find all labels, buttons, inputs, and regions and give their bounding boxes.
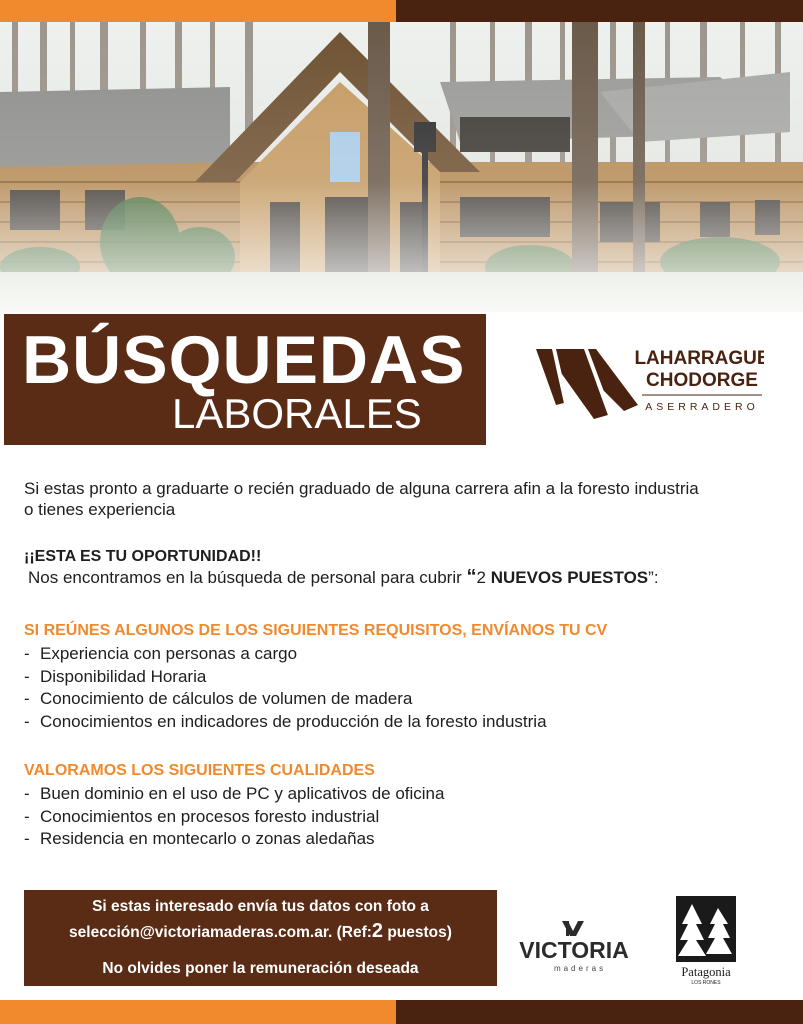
intro-text xyxy=(24,478,699,520)
victoria-sub: maderas xyxy=(553,964,607,973)
quality-text: Buen dominio en el uso de PC y aplicativos de oficina xyxy=(40,784,445,803)
list-item: - Conocimiento de cálculos de volumen de madera xyxy=(24,689,413,708)
intro-line2: o tienes experiencia xyxy=(24,500,176,519)
page-subtitle: LABORALES xyxy=(172,390,422,437)
list-item: - Disponibilidad Horaria xyxy=(24,666,207,686)
patagonia-logo xyxy=(674,894,738,986)
top-bar-brown xyxy=(396,0,803,22)
page-title: BÚSQUEDAS xyxy=(22,322,466,398)
quality-text: Residencia en montecarlo o zonas aledañas xyxy=(40,829,375,848)
requirements-section xyxy=(24,620,607,733)
list-item: - Residencia en montecarlo o zonas aledañas xyxy=(24,829,375,848)
qualities-section xyxy=(24,760,444,851)
brand-line3: ASERRADERO xyxy=(645,401,759,413)
contact-box xyxy=(24,890,497,986)
requirement-text: Experiencia con personas a cargo xyxy=(40,644,298,663)
opportunity-text xyxy=(24,567,659,588)
opportunity-section xyxy=(24,546,659,588)
qualities-heading: VALORAMOS LOS SIGUIENTES CUALIDADES xyxy=(24,762,375,779)
title-box xyxy=(4,314,486,445)
top-bar-orange xyxy=(0,0,396,22)
quality-text: Conocimientos en procesos foresto industrial xyxy=(40,806,380,826)
contact-line3: No olvides poner la remuneración deseada xyxy=(102,960,419,977)
contact-line1: Si estas interesado envía tus datos con foto a xyxy=(92,898,429,915)
requirement-text: Conocimientos en indicadores de producción de la foresto industria xyxy=(40,711,547,731)
list-item: - Conocimientos en indicadores de producción de la foresto industria xyxy=(24,711,547,731)
victoria-mark-icon xyxy=(562,921,584,936)
requirement-text: Conocimiento de cálculos de volumen de madera xyxy=(40,689,413,708)
planks-icon xyxy=(536,349,638,419)
requirements-heading: SI REÚNES ALGUNOS DE LOS SIGUIENTES REQUISITOS, ENVÍANOS TU CV xyxy=(24,622,608,639)
opportunity-bold: NUEVOS PUESTOS xyxy=(485,568,649,587)
laharrague-chodorge-logo xyxy=(534,343,764,423)
hero-photo xyxy=(0,22,803,312)
bottom-bar-orange xyxy=(0,1000,396,1024)
list-item: - Experiencia con personas a cargo xyxy=(24,644,298,663)
opportunity-number: 2 xyxy=(476,568,486,587)
intro-line1: Si estas pronto a graduarte o recién graduado de alguna carrera afin a la foresto industria xyxy=(24,479,699,498)
bottom-bar-brown xyxy=(396,1000,803,1024)
opportunity-text-after: ”: xyxy=(648,568,659,587)
victoria-maderas-logo xyxy=(510,918,640,974)
contact-ref-number: 2 xyxy=(371,920,384,942)
opportunity-heading: ¡¡ESTA ES TU OPORTUNIDAD!! xyxy=(24,548,262,565)
patagonia-name: Patagonia xyxy=(681,965,731,979)
contact-line2 xyxy=(24,920,497,943)
brand-line1: LAHARRAGUE xyxy=(634,348,764,369)
contact-email[interactable]: selección@victoriamaderas.com.ar. (Ref: xyxy=(69,924,372,941)
patagonia-sub: LOS RONES xyxy=(691,980,721,986)
brand-line2: CHODORGE xyxy=(646,370,758,391)
victoria-name: VICTORIA xyxy=(519,937,629,963)
opportunity-quote-open: “ xyxy=(466,566,477,588)
list-item: - Buen dominio en el uso de PC y aplicativos de oficina xyxy=(24,784,445,803)
list-item: - Conocimientos en procesos foresto industrial xyxy=(24,806,380,826)
qualities-list xyxy=(24,783,444,851)
requirement-text: Disponibilidad Horaria xyxy=(40,666,207,686)
opportunity-text-before: Nos encontramos en la búsqueda de personal para cubrir xyxy=(28,568,467,587)
requirements-list xyxy=(24,643,607,733)
contact-ref-after: puestos) xyxy=(383,924,452,941)
